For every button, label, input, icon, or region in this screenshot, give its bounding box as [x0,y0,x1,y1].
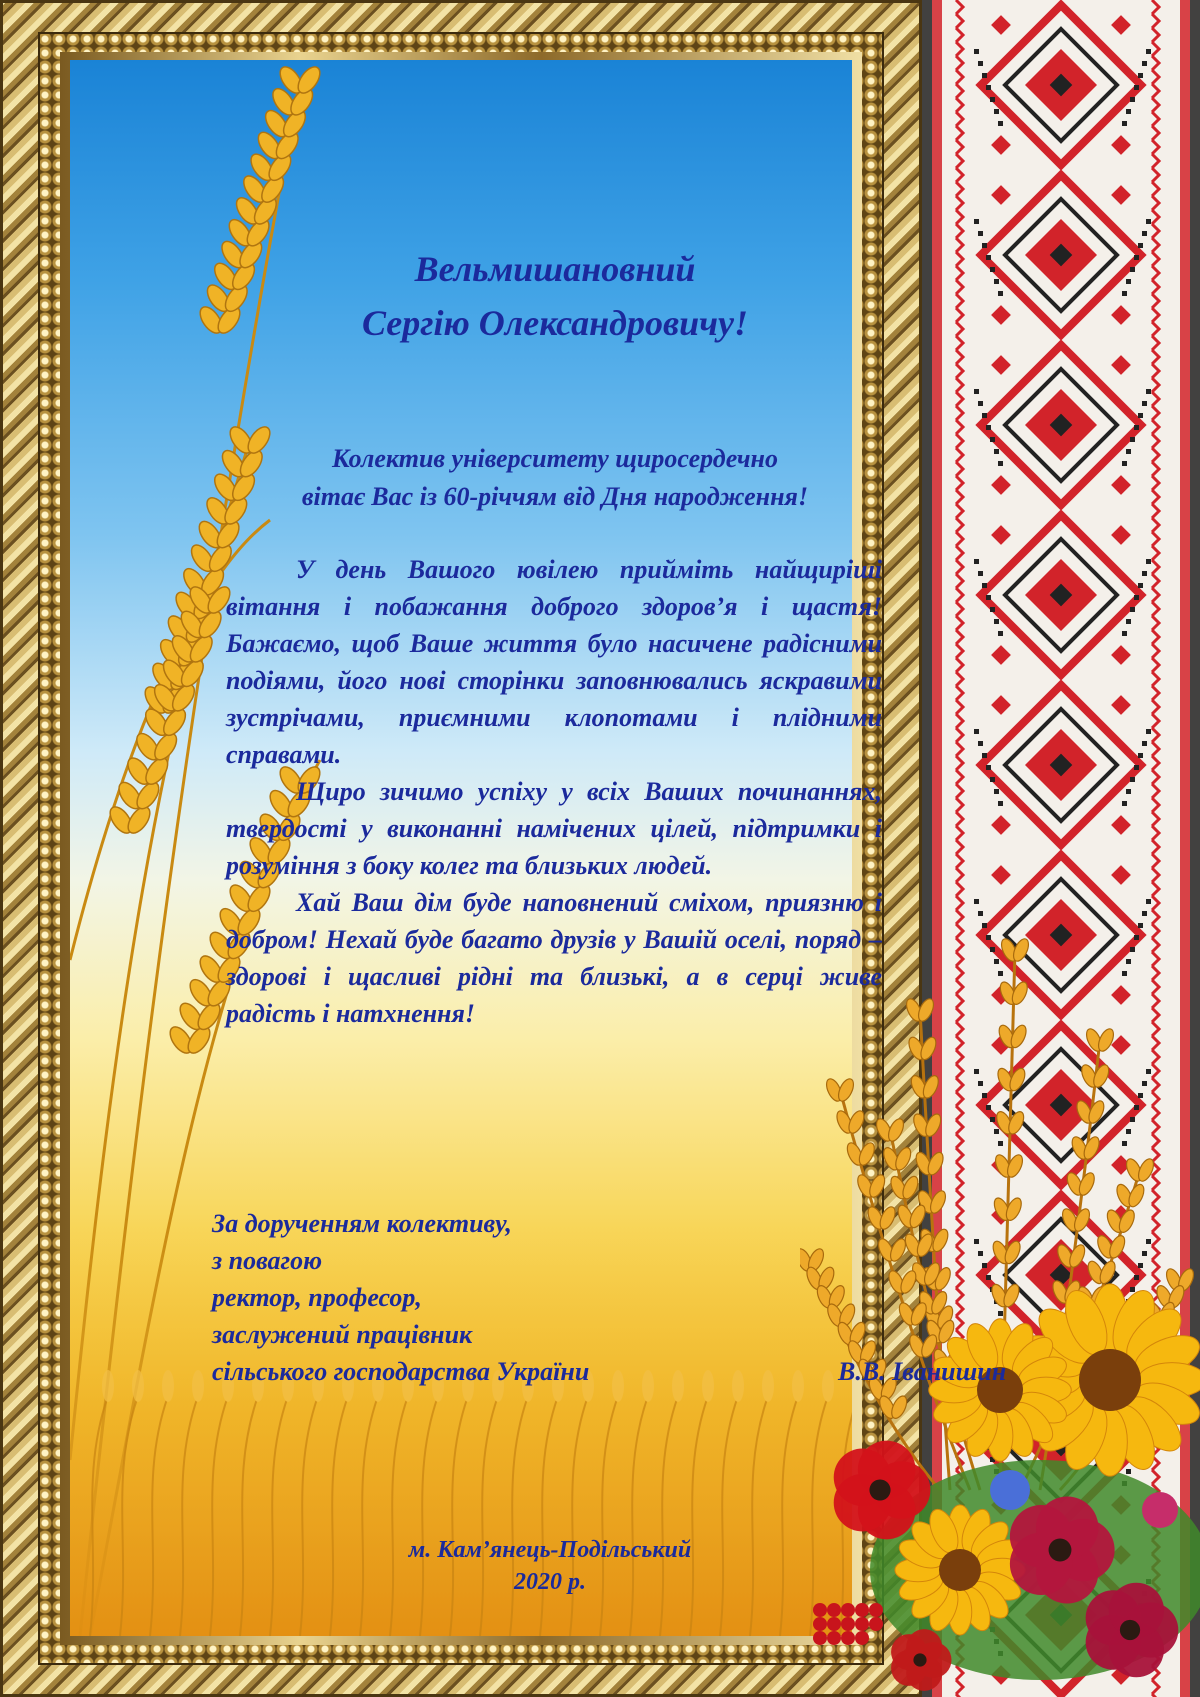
greeting-heading [215,242,895,350]
signature-line: сільського господарства України [212,1357,590,1386]
intro-text [215,440,895,516]
signature-line: заслужений працівник [212,1320,473,1349]
signature-line: За дорученням колективу, [212,1209,512,1238]
greeting-line-2: Сергію Олександровичу! [361,303,748,343]
intro-line-1: Колектив університету щиросердечно [332,444,778,473]
city-text: м. Кам’янець-Подільський [408,1537,692,1563]
greeting-line-1: Вельмишановний [414,249,696,289]
wishes-body [226,551,882,1032]
wishes-paragraph: Хай Ваш дім буде наповнений сміхом, приязню і добром! Нехай буде багато друзів у Вашій оселі, поряд – здорові і щасливі рідні та близькі, а в серці живе радість і натхнення! [226,888,882,1028]
wishes-paragraph: Щиро зичимо успіху у всіх Ваших починаннях, твердості у виконанні намічених цілей, підтримки і розуміння з боку колег та близьких людей. [226,777,882,880]
wishes-paragraph: У день Вашого ювілею прийміть найщиріші вітання і побажання доброго здоров’я і щастя! Бажаємо, щоб Ваше життя було насичене радісними подіями, його нові сторінки заповнювались яскравими зустрічами, приємними клопотами і плідними справами. [226,555,882,769]
signer-name: В.В. Іванишин [838,1357,1007,1386]
intro-line-2: вітає Вас із 60-річчям від Дня народження! [301,482,809,511]
place-and-date [300,1534,800,1598]
signature-line: з повагою [212,1246,323,1275]
signature-line: ректор, професор, [212,1283,422,1312]
signature-block [212,1205,692,1390]
year-text: 2020 р. [514,1569,586,1595]
